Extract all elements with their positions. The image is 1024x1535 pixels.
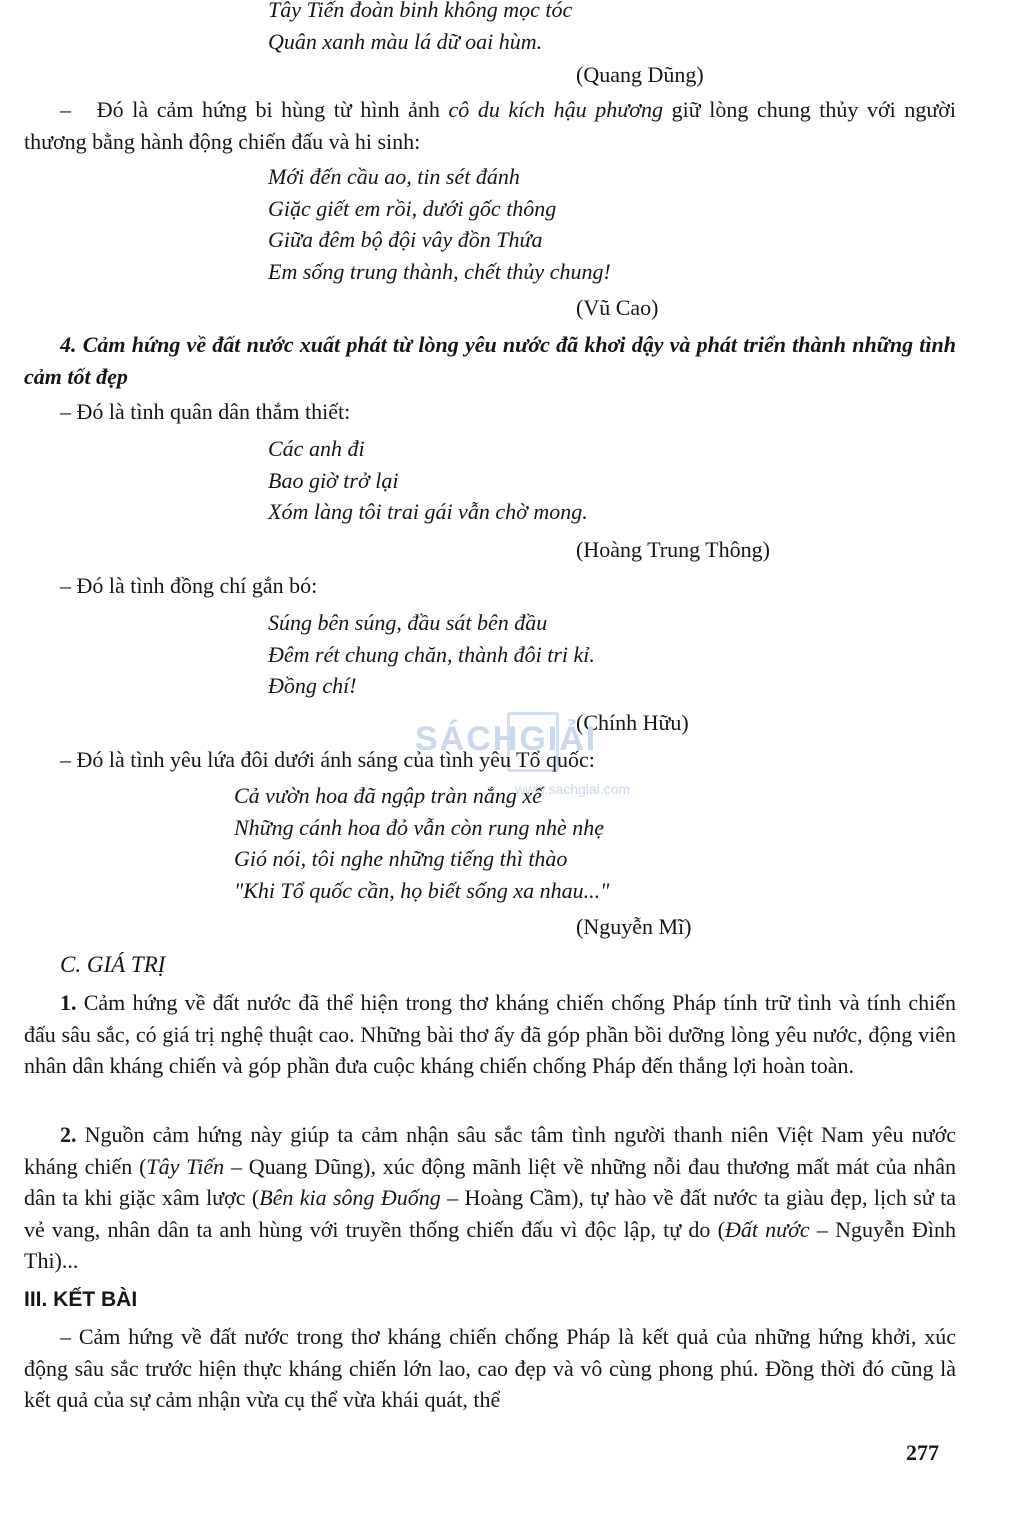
text-run: Cảm hứng về đất nước đã thể hiện trong thơ kháng chiến chống Pháp tính trữ tình và tính chiến đấu sâu sắc, có giá trị nghệ thuật cao. Những bài thơ ấy đã góp phần bồi dưỡng lòng yêu nước, động viên nhân dân kháng chiến và góp phần đưa cuộc kháng chiến chống Pháp đến thắng lợi hoàn toàn. [24,990,956,1078]
poem-line: Súng bên súng, đầu sát bên đầu [268,610,548,635]
poem-source: (Vũ Cao) [576,295,659,320]
poem-source: (Nguyễn Mĩ) [576,914,692,939]
poem-source: (Quang Dũng) [576,62,704,87]
text-run: – Quang Dũng), xúc động mãnh liệt về những nỗi đau thương mất mát của nhân dân ta khi giặc xâm lược ( [24,1153,956,1210]
text-run: giữ lòng chung thủy với người thương bằng hành động chiến đấu và hi sinh: [24,97,956,154]
watermark-brand: SÁCHGIẢI [415,720,598,758]
watermark-site: www.sachgiai.com [515,781,631,797]
poem-line: Quân xanh màu lá dữ oai hùm. [268,28,543,54]
text-run: – Nguyễn Đình Thi)... [24,1216,956,1273]
poem-line: Mới đến cầu ao, tin sét đánh [268,164,520,189]
paragraph-tinh-yeu-lua-doi: – Đó là tình yêu lứa đôi dưới ánh sáng của tình yêu Tổ quốc: [60,747,595,772]
poem-line: Giữa đêm bộ đội vây đồn Thứa [268,227,543,252]
poem-line: Các anh đi [268,436,365,461]
page-number: 277 [906,1440,939,1465]
poem-line: Bao giờ trở lại [268,467,399,493]
text-run-italic: Tây Tiến [146,1153,225,1179]
poem-hoang-trung-thong [268,433,588,528]
section-heading-iii: III. KẾT BÀI [24,1288,138,1311]
text-run: – Hoàng Cầm), tự hào về đất nước ta giàu đẹp, lịch sử ta vẻ vang, nhân dân ta anh hùng với truyền thống chiến đấu vì độc lập, tự do ( [24,1185,956,1242]
poem-chinh-huu [268,607,595,702]
poem-vu-cao [268,161,611,287]
poem-line: Xóm làng tôi trai gái vẫn chờ mong. [268,499,588,524]
poem-line: Đêm rét chung chăn, thành đôi tri kỉ. [268,641,595,667]
poem-line: Tây Tiến đoàn binh không mọc tóc [268,0,573,22]
poem-line: Giặc giết em rồi, dưới gốc thông [268,195,557,221]
poem-line: Gió nói, tôi nghe những tiếng thì thào [234,846,568,871]
paragraph-tinh-quan-dan: – Đó là tình quân dân thắm thiết: [60,399,351,424]
paragraph-bi-hung [24,94,956,157]
poem-nguyen-mi [234,780,609,906]
paragraph-tinh-dong-chi: – Đó là tình đồng chí gắn bó: [60,573,318,598]
dash: – [60,97,71,122]
item-number: 2. [60,1122,77,1147]
text-run-italic: Bên kia sông Đuống [259,1185,441,1210]
poem-line: Em sống trung thành, chết thủy chung! [268,258,611,284]
text-run-italic: Đất nước [724,1216,810,1242]
text-run: Nguồn cảm hứng này giúp ta cảm nhận sâu sắc tâm tình người thanh niên Việt Nam yêu nước kháng chiến ( [24,1122,956,1179]
paragraph-gia-tri-2 [24,1119,956,1277]
paragraph-gia-tri-1 [24,987,956,1082]
poem-line: Cả vườn hoa đã ngập tràn nắng xế [234,783,542,808]
paragraph-ket-bai: – Cảm hứng về đất nước trong thơ kháng chiến chống Pháp là kết quả của những hứng khởi, xúc động sâu sắc trước hiện thực kháng chiến lớn lao, cao đẹp và vô cùng phong phú. Đồng thời đó cũng là kết quả của sự cảm nhận vừa cụ thể vừa khái quát, thể [24,1324,956,1412]
text-run: Đó là cảm hứng bi hùng từ hình ảnh [96,97,449,122]
poem-source: (Chính Hữu) [576,710,689,735]
item-number: 1. [60,990,77,1015]
poem-tay-tien [268,0,572,57]
poem-line: Đồng chí! [268,673,357,698]
poem-line: Những cánh hoa đỏ vẫn còn rung nhè nhẹ [234,814,605,840]
poem-source: (Hoàng Trung Thông) [576,537,770,562]
poem-line: "Khi Tổ quốc cần, họ biết sống xa nhau..." [234,877,610,903]
section-heading-c: C. GIÁ TRỊ [60,952,166,977]
text-run-italic: cô du kích hậu phương [448,97,663,122]
section-heading-4: 4. Cảm hứng về đất nước xuất phát từ lòng yêu nước đã khơi dậy và phát triển thành những tình cảm tốt đẹp [24,332,956,389]
